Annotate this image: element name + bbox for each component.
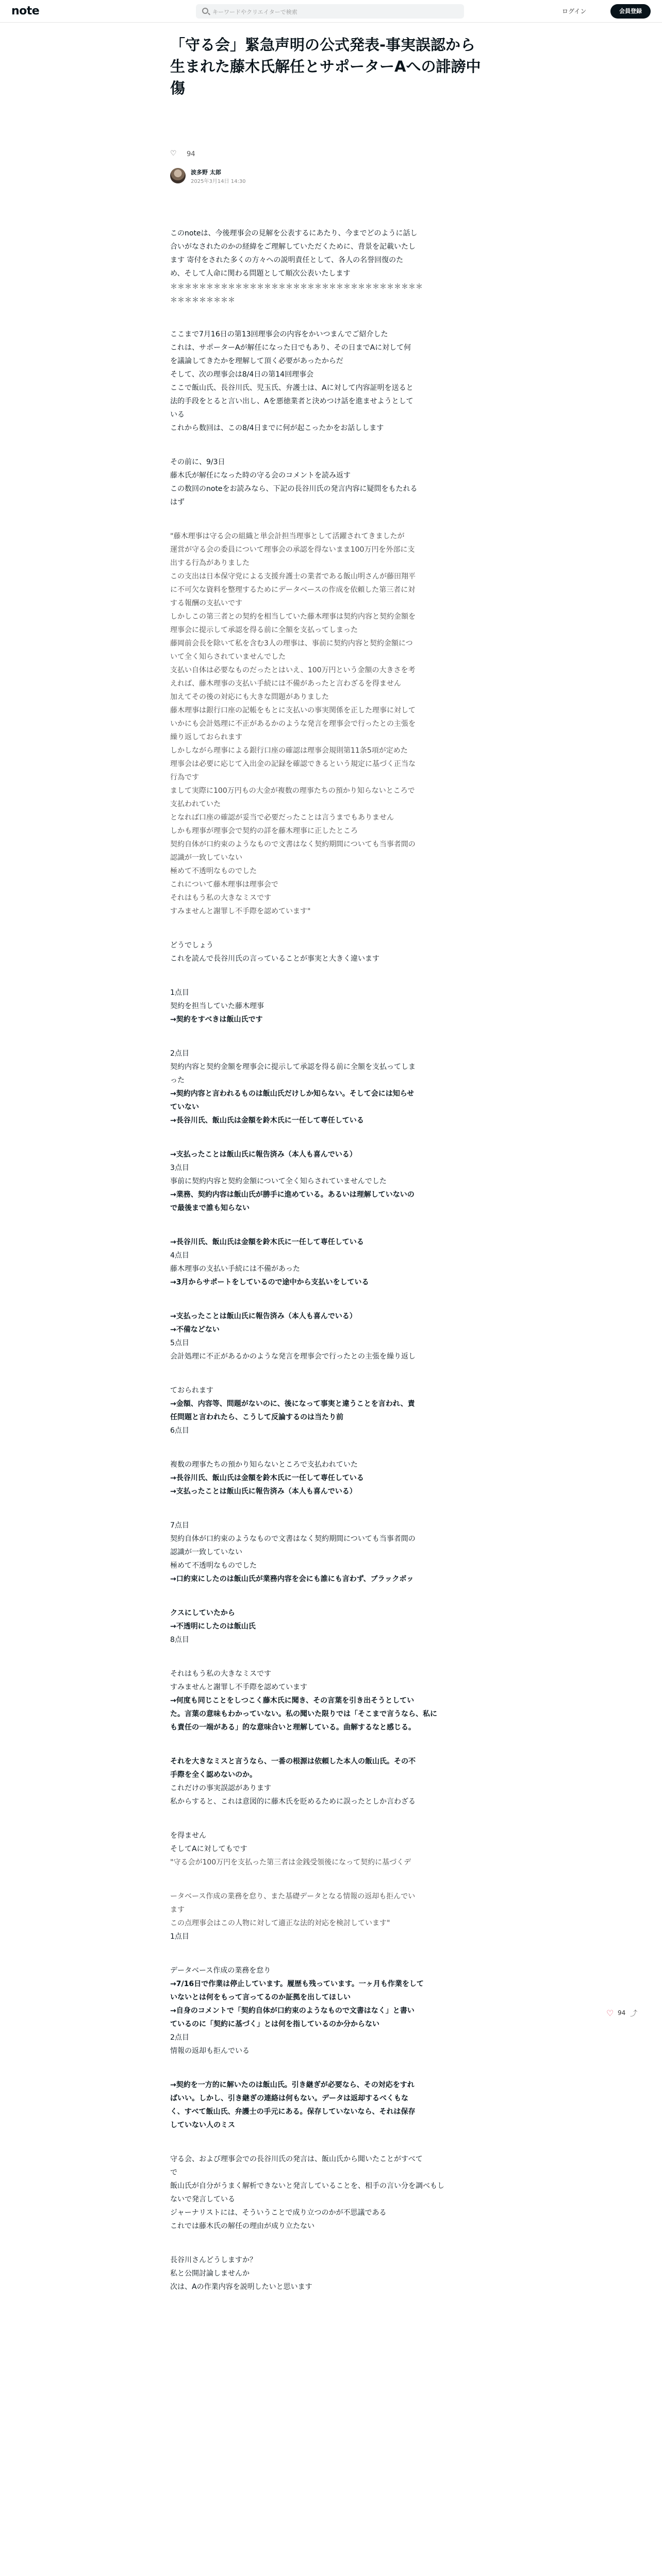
body-line: この支出は日本保守党による支援弁護士の業者である飯山明さんが藤田翔平 [170, 572, 416, 581]
body-line: これから数回は、この8/4日までに何が起こったかをお話しします [170, 424, 384, 432]
body-line: 任問題と言われたら、こうして反論するのは当たり前 [170, 1413, 343, 1421]
body-line: 6点目 [170, 1427, 189, 1435]
body-line: 藤木氏が解任になった時の守る会のコメントを読み返す [170, 471, 351, 480]
body-line: に不可欠な資料を整理するためにデータベースの作成を依頼した第三者に対 [170, 586, 416, 594]
body-line: 飯山氏が自分がうまく解析できないと発言していることを、相手の言い分を調べもし [170, 2182, 444, 2190]
body-line: 契約を担当していた藤木理事 [170, 1002, 264, 1010]
body-line: この点理事会はこの人物に対して適正な法的対応を検討しています" [170, 1919, 390, 1927]
body-line: を議論してきたかを理解して頂く必要があったからだ [170, 357, 343, 365]
body-line: 理事会は必要に応じて入出金の記録を確認できるという規定に基づく正当な [170, 760, 416, 768]
login-link[interactable]: ログイン [562, 8, 587, 15]
body-line: →7/16日で作業は停止しています。履歴も残っています。一ヶ月も作業をして [170, 1980, 424, 1988]
body-line: ていない [170, 1103, 199, 1111]
body-line: これは、サポーターAが解任になった日でもあり、その日までAに対して何 [170, 344, 411, 352]
body-line: ここで飯山氏、長谷川氏、児玉氏、弁護士は、Aに対して内容証明を送ると [170, 384, 413, 392]
share-icon[interactable]: ⤴ [630, 2010, 637, 2018]
body-line: それを大きなミスと言うなら、一番の根源は依頼した本人の飯山氏。その不 [170, 1757, 416, 1766]
body-line: いて全く知らされていませんでした [170, 653, 286, 661]
author-byline[interactable] [170, 167, 325, 188]
floating-like [606, 2007, 637, 2020]
body-line: 2点目 [170, 2033, 189, 2042]
body-line: その前に、9/3日 [170, 458, 225, 466]
body-line: 長谷川さんどうしますか？ [170, 2256, 257, 2264]
body-line: で最後まで誰も知らない [170, 1204, 250, 1212]
body-line: →何度も同じことをしつこく藤木氏に聞き、その言葉を引き出そうとしてい [170, 1697, 415, 1705]
body-line: ばいい。しかし、引き継ぎの連絡は何もない。データは返却するべくもな [170, 2094, 408, 2103]
body-line: クスにしていたから [170, 1609, 235, 1617]
body-line: →長谷川氏、飯山氏は金額を鈴木氏に一任して専任している [170, 1116, 364, 1125]
body-line: これを読んで長谷川氏の言っていることが事実と大きく違います [170, 955, 379, 963]
body-line: いないとは何をもって言ってるのか証拠を出してほしい [170, 1993, 351, 2002]
search-placeholder: キーワードやクリエイターで検索 [212, 9, 297, 15]
body-line: も責任の一端がある」的な意味合いと理解している。曲解するなと感じる。 [170, 1723, 416, 1732]
body-line: これについて藤木理事は理事会で [170, 880, 278, 889]
body-line: 繰り返しておられます [170, 733, 242, 741]
body-line: 藤木理事は銀行口座の記帳をもとに支払いの事実関係を正した理事に対して [170, 706, 416, 715]
body-line: 認識が一致していない [170, 1548, 242, 1556]
body-line: する報酬の支払いです [170, 599, 242, 607]
body-line: →自身のコメントで「契約自体が口約束のようなもので文書はなく」と書い [170, 2007, 415, 2015]
body-line: →口約束にしたのは飯山氏が業務内容を会にも誰にも言わず、ブラックボッ [170, 1575, 414, 1583]
body-line: すみませんと謝罪し不手際を認めています [170, 1683, 307, 1691]
body-line: しかしながら理事による銀行口座の確認は理事会規則第11条5項が定めた [170, 747, 408, 755]
body-line: ているのに「契約に基づく」とは何を指しているのか分からない [170, 2020, 379, 2028]
body-line: た。言葉の意味もわかっていない。私の聞いた限りでは「そこまで言うなら、私に [170, 1710, 437, 1718]
body-line: を得ません [170, 1832, 206, 1840]
body-line: 1点目 [170, 989, 189, 997]
body-line: 合いがなされたのかの経緯をご理解していただくために、背景を記載いたし [170, 243, 416, 251]
body-line: ここまで7月16日の第13回理事会の内容をかいつまんでご紹介した [170, 330, 388, 338]
body-line: →支払ったことは飯山氏に報告済み（本人も喜んでいる） [170, 1487, 357, 1496]
body-line: そしてAに対してもです [170, 1845, 247, 1853]
body-line: 認識が一致していない [170, 854, 242, 862]
body-line: 行為です [170, 773, 199, 782]
body-line: 私からすると、これは意図的に藤木氏を貶めるために誤ったとしか言わざる [170, 1798, 416, 1806]
body-line: →不備などない [170, 1326, 220, 1334]
body-line: この数回のnoteをお読みなら、下記の長谷川氏の発言内容に疑問をもたれる [170, 485, 418, 493]
body-line: 1点目 [170, 1933, 189, 1941]
body-line: 支払い自体は必要なものだったとはいえ、100万円という金額の大きさを考 [170, 666, 416, 674]
body-line: はず [170, 498, 185, 506]
body-line: これでは藤木氏の解任の理由が成り立たない [170, 2222, 315, 2230]
body-line: 事前に契約内容と契約金額について全く知らされていませんでした [170, 1177, 387, 1185]
heart-icon[interactable]: ♡ [606, 2008, 614, 2018]
body-line: 2点目 [170, 1049, 189, 1058]
body-line: すみませんと謝罪し不手際を認めています" [170, 907, 311, 916]
body-line: していない人のミス [170, 2121, 235, 2129]
body-line: ます [170, 1906, 185, 1914]
body-line: →支払ったことは飯山氏に報告済み（本人も喜んでいる） [170, 1312, 357, 1320]
body-line: め、そして人命に関わる問題として順次公表いたします [170, 269, 351, 278]
body-line: 極めて不透明なものでした [170, 1562, 257, 1570]
body-line: 法的手段をとると言い出し、Aを悪徳業者と決めつけ話を進ませようとして [170, 397, 413, 405]
body-line: ないで発言している [170, 2195, 235, 2204]
body-line: →長谷川氏、飯山氏は金額を鈴木氏に一任して専任している [170, 1238, 364, 1246]
body-line: く、すべて飯山氏、弁護士の手元にある。保存していないなら、それは保存 [170, 2108, 416, 2116]
body-line: →不透明にしたのは飯山氏 [170, 1622, 256, 1631]
search-bar[interactable] [196, 4, 464, 19]
body-line: 契約自体が口約束のようなもので文書はなく契約期間についても当事者間の [170, 840, 416, 849]
body-line: ータベース作成の業務を怠り、また基礎データとなる情報の返却も拒んでい [170, 1892, 416, 1901]
search-icon [202, 8, 208, 14]
site-header [0, 0, 662, 23]
body-line: 私と公開討論しませんか [170, 2269, 250, 2278]
avatar[interactable] [170, 168, 186, 183]
body-line: いる [170, 411, 185, 419]
article-title: 「守る会」緊急声明の公式発表-事実誤認から生まれた藤木氏解任とサポーターAへの誹謗中傷 [170, 36, 481, 97]
body-line: 次は、Aの作業内容を説明したいと思います [170, 2283, 312, 2291]
body-line: った [170, 1076, 185, 1084]
publish-date: 2025年3月14日 14:30 [191, 179, 246, 184]
note-logo[interactable]: note [11, 5, 40, 18]
body-line: 藤木理事の支払い手続には不備があった [170, 1265, 300, 1273]
body-line: 情報の返却も拒んでいる [170, 2047, 250, 2055]
body-line: 運営が守る会の委員について理事会の承認を得ないまま100万円を外部に支 [170, 546, 415, 554]
body-line: しかしこの第三者との契約を相当していた藤木理事は契約内容と契約金額を [170, 613, 416, 621]
body-line: えれば、藤木理事の支払い手続には不備があったと言わざるを得ません [170, 680, 401, 688]
body-line: →長谷川氏、飯山氏は金額を鈴木氏に一任して専任している [170, 1474, 364, 1482]
body-line: 契約自体が口約束のようなもので文書はなく契約期間についても当事者間の [170, 1535, 416, 1543]
body-line: 支払われていた [170, 800, 221, 808]
heart-icon[interactable]: ♡ [170, 149, 177, 158]
body-line: このnoteは、今後理事会の見解を公表するにあたり、今までどのように話し [170, 229, 418, 238]
body-line: "守る会が100万円を支払った第三者は金銭受領後になって契約に基づくデ [170, 1858, 411, 1867]
body-line: しかも理事が理事会で契約の詳を藤木理事に正したところ [170, 827, 358, 835]
body-line: ておられます [170, 1386, 213, 1395]
body-line: →支払ったことは飯山氏に報告済み（本人も喜んでいる） [170, 1150, 357, 1159]
body-line: で [170, 2168, 177, 2177]
body-line: 7点目 [170, 1521, 189, 1530]
body-line: 複数の理事たちの預かり知らないところで支払われていた [170, 1461, 358, 1469]
body-line: どうでしょう [170, 941, 213, 950]
body-line: 理事会に提示して承認を得る前に全額を支払ってしまった [170, 626, 358, 634]
body-line: 出する行為がありました [170, 559, 250, 567]
body-line: それはもう私の大きなミスです [170, 1670, 271, 1678]
body-line: そして、次の理事会は8/4日の第14回理事会 [170, 370, 314, 379]
body-line: ＊＊＊＊＊＊＊＊＊＊＊＊＊＊＊＊＊＊＊＊＊＊＊＊＊＊＊＊＊＊＊＊＊＊＊ [170, 283, 423, 291]
body-line: となれば口座の確認が妥当で必要だったことは言うまでもありません [170, 814, 394, 822]
body-line: 8点目 [170, 1636, 189, 1644]
body-line: 3点目 [170, 1164, 189, 1172]
body-line: 会計処理に不正があるかのような発言を理事会で行ったとの主張を繰り返し [170, 1352, 416, 1361]
body-line: "藤木理事は守る会の組織と単会計担当理事として活躍されてきましたが [170, 532, 405, 540]
body-line: 藤岡前会長を除いて私を含む3人の理事は、事前に契約内容と契約金額につ [170, 639, 413, 648]
body-line: →契約を一方的に解いたのは飯山氏。引き継ぎが必要なら、その対応をすれ [170, 2081, 415, 2089]
body-line: それはもう私の大きなミスです [170, 894, 271, 902]
body-line: これだけの事実誤認があります [170, 1784, 271, 1792]
body-line: 4点目 [170, 1251, 189, 1260]
body-line: データベース作成の業務を怠り [170, 1967, 271, 1975]
author-name[interactable]: 波多野 太郎 [191, 169, 221, 176]
body-line: →契約内容と言われるものは飯山氏だけしか知らない。そして会には知らせ [170, 1090, 415, 1098]
body-line: いかにも会計処理に不正があるかのような発言を理事会で行ったとの主張を [170, 720, 416, 728]
body-line: →契約をすべきは飯山氏です [170, 1015, 263, 1024]
body-line: 守る会、および理事会での長谷川氏の発言は、飯山氏から聞いたことがすべて [170, 2155, 423, 2163]
body-line: 手際を全く認めないのか。 [170, 1771, 257, 1779]
body-line: 契約内容と契約金額を理事会に提示して承認を得る前に全額を支払ってしま [170, 1063, 416, 1071]
body-line: →業務、契約内容は飯山氏が勝手に進めている。あるいは理解していないの [170, 1191, 415, 1199]
body-line: まして実際に100万円もの大金が複数の理事たちの預かり知らないところで [170, 787, 415, 795]
body-line: 5点目 [170, 1339, 189, 1347]
like-count-top: 94 [187, 150, 195, 158]
body-line: 加えてその後の対応にも大きな問題がありました [170, 693, 329, 701]
body-line: ジャーナリストには、そういうことで成り立つのかが不思議である [170, 2209, 387, 2217]
body-line: ＊＊＊＊＊＊＊＊＊ [170, 296, 235, 304]
signup-button[interactable]: 会員登録 [610, 4, 651, 19]
side-like-count: 94 [618, 2009, 626, 2016]
body-line: →金額、内容等、問題がないのに、後になって事実と違うことを言われ、責 [170, 1400, 415, 1408]
body-line: ます 寄付をされた多くの方々への説明責任として、各人の名誉回復のた [170, 256, 404, 264]
body-line: 極めて不透明なものでした [170, 867, 257, 875]
body-line: →3月からサポートをしているので途中から支払いをしている [170, 1278, 369, 1286]
